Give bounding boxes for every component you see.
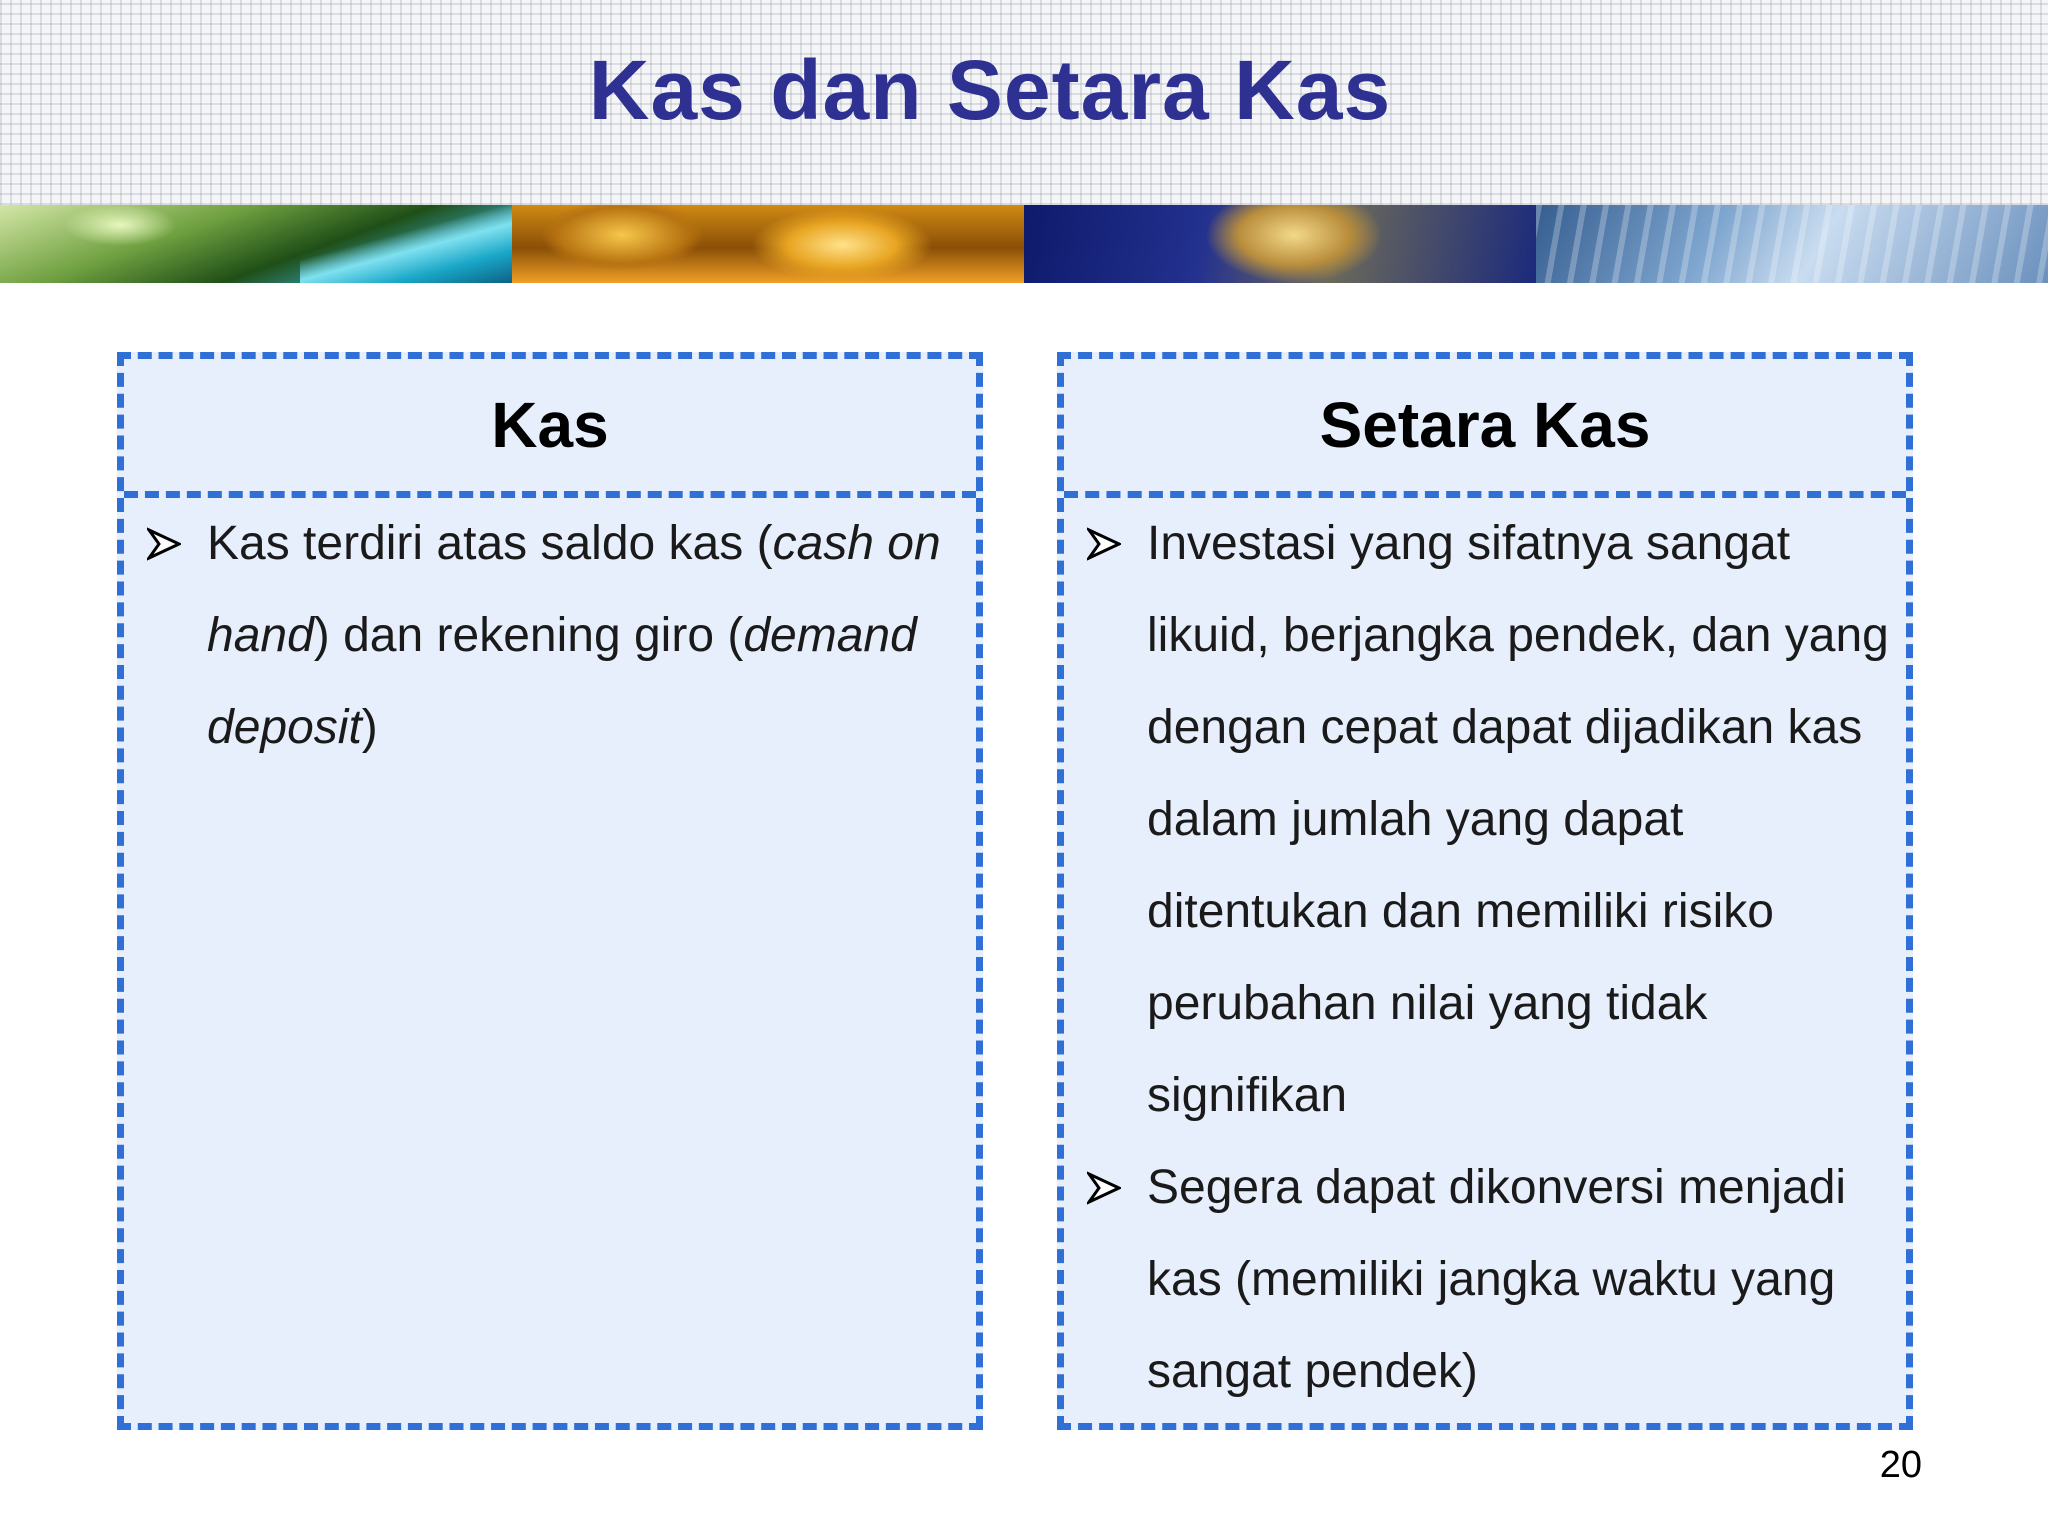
setara-kas-box-header — [1064, 359, 1906, 498]
bullet-item — [1064, 1142, 1906, 1418]
bullet-text: Investasi yang sifatnya sangat likuid, berjangka pendek, dan yang dengan cepat dapat dijadikan kas dalam jumlah yang dapat ditentukan dan memiliki risiko perubahan nilai yang tidak signifikan — [1147, 517, 1889, 1122]
keyboard-photo — [1536, 205, 2048, 283]
arrow-bullet-icon — [1087, 498, 1127, 590]
laboratory-flask-photo — [1024, 205, 1536, 283]
arrow-bullet-icon — [147, 498, 187, 590]
bullet-item — [124, 498, 976, 774]
kas-box-title: Kas — [491, 389, 609, 461]
bullet-text: Kas terdiri atas saldo kas ( — [207, 517, 773, 570]
kas-box-header — [124, 359, 976, 498]
plug-and-cable-photo — [0, 205, 512, 283]
page-number: 20 — [1879, 1444, 1922, 1486]
slide-header — [0, 0, 2048, 205]
slide-title: Kas dan Setara Kas — [588, 43, 1392, 137]
kas-box — [117, 352, 983, 1430]
setara-kas-box-title: Setara Kas — [1319, 389, 1651, 461]
bullet-text: Segera dapat dikonversi menjadi kas (memiliki jangka waktu yang sangat pendek) — [1147, 1161, 1847, 1398]
photo-banner — [0, 205, 2048, 283]
kas-bullet-list — [124, 498, 976, 774]
bullet-text: ) dan rekening giro ( — [313, 609, 744, 662]
bullet-item — [1064, 498, 1906, 1142]
italic-text: cash on hand — [207, 517, 941, 662]
setara-kas-bullet-list — [1064, 498, 1906, 1418]
gold-keys-coins-photo — [512, 205, 1024, 283]
italic-text: demand deposit — [207, 609, 917, 754]
bullet-text: ) — [361, 701, 378, 754]
setara-kas-box — [1057, 352, 1913, 1430]
arrow-bullet-icon — [1087, 1142, 1127, 1234]
